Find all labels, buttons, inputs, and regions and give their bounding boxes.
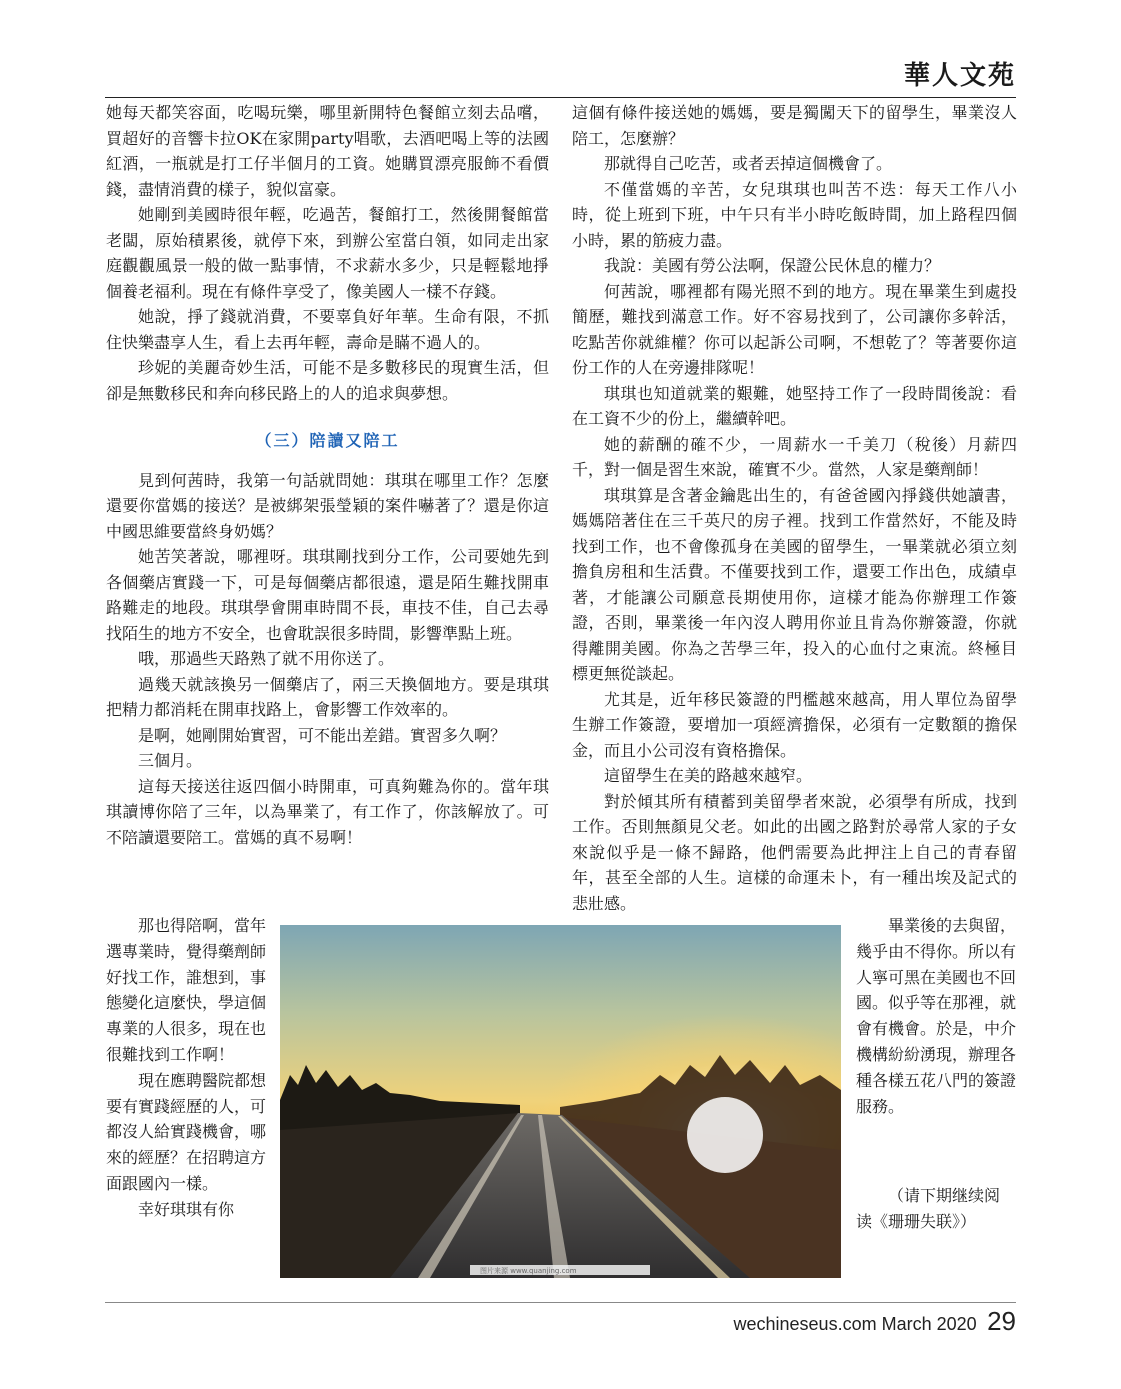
paragraph: 不僅當媽的辛苦，女兒琪琪也叫苦不迭：每天工作八小時，從上班到下班，中午只有半小時吃飯時間，加上路程四個小時，累的筋疲力盡。 xyxy=(572,179,1017,250)
site-and-date: wechineseus.com March 2020 xyxy=(733,1314,977,1334)
continuation-line: 读《珊珊失联》） xyxy=(856,1211,977,1231)
paragraph: 那就得自己吃苦，或者丟掉這個機會了。 xyxy=(604,154,893,173)
paragraph: 她苦笑著說，哪裡呀。琪琪剛找到分工作，公司要她先到各個藥店實踐一下，可是每個藥店都很遠，還是陌生難找開車路難走的地段。琪琪學會開車時間不長，車技不佳，自己去尋找陌生的地方不安全，也會耽誤很多時間，影響準點上班。 xyxy=(106,547,549,643)
paragraph: 對於傾其所有積蓄到美留學者來說，必須學有所成，找到工作。否則無顏見父老。如此的出國之路對於尋常人家的子女來說似乎是一條不歸路，他們需要為此押注上自己的青春留年，甚至全部的人生。這樣的命運未卜，有一種出埃及記式的悲壯感。 xyxy=(572,791,1017,913)
paragraph: 是啊，她剛開始實習，可不能出差錯。實習多久啊？ xyxy=(138,725,507,745)
paragraph: 幸好琪琪有你 xyxy=(138,1199,235,1219)
paragraph: 我說：美國有勞公法啊，保證公民休息的權力？ xyxy=(604,256,941,275)
continuation-note xyxy=(856,1183,1016,1235)
paragraph: 哦，那過些天路熟了就不用你送了。 xyxy=(138,649,395,668)
paragraph: 尤其是，近年移民簽證的門檻越來越高，用人單位為留學生辦工作簽證，要增加一項經濟擔保，必須有一定數額的擔保金，而且小公司沒有資格擔保。 xyxy=(572,689,1017,760)
paragraph: 三個月。 xyxy=(138,751,203,770)
paragraph: 珍妮的美麗奇妙生活，可能不是多數移民的現實生活，但卻是無數移民和奔向移民路上的人的追求與夢想。 xyxy=(106,358,549,403)
photo-watermark: 图片来源 www.quanjing.com xyxy=(480,1267,577,1275)
paragraph: 畢業後的去與留，幾乎由不得你。所以有人寧可黑在美國也不回國。似乎等在那裡，就會有機會。於是，中介機構紛紛湧現，辦理各種各樣五花八門的簽證服務。 xyxy=(856,916,1017,1116)
sunset-highway-photo xyxy=(280,925,841,1278)
footer-divider xyxy=(105,1302,1016,1303)
paragraph: 現在應聘醫院都想要有實踐經歷的人，可都沒人給實踐機會，哪來的經歷？在招聘這方面跟國內一樣。 xyxy=(106,1070,267,1193)
paragraph: 過幾天就該換另一個藥店了，兩三天換個地方。要是琪琪把精力都消耗在開車找路上，會影響工作效率的。 xyxy=(106,674,549,719)
narrow-right-column xyxy=(856,913,1016,1119)
paragraph: 何茜說，哪裡都有陽光照不到的地方。現在畢業生到處投簡歷，難找到滿意工作。好不容易找到了，公司讓你多幹活，吃點苦你就維權？你可以起訴公司啊，不想乾了？等著要你這份工作的人在旁邊排隊呢！ xyxy=(572,281,1017,377)
paragraph: 這每天接送往返四個小時開車，可真夠難為你的。當年琪琪讀博你陪了三年，以為畢業了，有工作了，你該解放了。可不陪讀還要陪工。當媽的真不易啊！ xyxy=(106,776,549,847)
continuation-line: （请下期继续阅 xyxy=(888,1186,1001,1205)
paragraph: 這留學生在美的路越來越窄。 xyxy=(604,766,813,785)
page-number: 29 xyxy=(987,1306,1016,1336)
paragraph: 她每天都笑容面，吃喝玩樂，哪里新開特色餐館立刻去品嚐，買超好的音響卡拉OK在家開party唱歌，去酒吧喝上等的法國紅酒，一瓶就是打工仔半個月的工資。她購買漂亮服飾不看價錢，盡情消費的樣子，貌似富豪。 xyxy=(106,103,549,199)
paragraph: 她說，掙了錢就消費，不要辜負好年華。生命有限，不抓住快樂盡享人生，看上去再年輕，壽命是瞞不過人的。 xyxy=(106,307,549,352)
paragraph: 琪琪也知道就業的艱難，她堅持工作了一段時間後說：看在工資不少的份上，繼續幹吧。 xyxy=(572,383,1017,428)
paragraph: 這個有條件接送她的媽媽，要是獨闖天下的留學生，畢業沒人陪工，怎麼辦？ xyxy=(572,103,1017,148)
left-column xyxy=(106,100,549,850)
magazine-section-title: 華人文苑 xyxy=(903,61,1016,91)
paragraph: 琪琪算是含著金鑰匙出生的，有爸爸國內掙錢供她讀書，媽媽陪著住在三千英尺的房子裡。找到工作當然好，不能及時找到工作，也不會像孤身在美國的留學生，一畢業就必須立刻擔負房租和生活費。不僅要找到工作，還要工作出色，成績卓著，才能讓公司願意長期使用你，這樣才能為你辦理工作簽證，否則，畢業後一年內沒人聘用你並且肯為你辦簽證，你就得離開美國。你為之苦學三年，投入的心血付之東流。終極目標更無從談起。 xyxy=(572,485,1017,683)
header-divider xyxy=(105,97,1016,98)
page-footer xyxy=(734,1306,1017,1337)
right-column xyxy=(572,100,1017,916)
paragraph: 她剛到美國時很年輕，吃過苦，餐館打工，然後開餐館當老闆，原始積累後，就停下來，到辦公室當白領，如同走出家庭觀觀風景一般的做一點事情，不求薪水多少，只是輕鬆地掙個養老福利。現在有條件享受了，像美國人一樣不存錢。 xyxy=(106,205,549,301)
narrow-left-column xyxy=(106,913,266,1223)
paragraph: 那也得陪啊，當年選專業時，覺得藥劑師好找工作，誰想到，事態變化這麼快，學這個專業的人很多，現在也很難找到工作啊！ xyxy=(106,916,267,1064)
paragraph: 她的薪酬的確不少，一周薪水一千美刀（稅後）月薪四千，對一個是習生來說，確實不少。當然，人家是藥劑師！ xyxy=(572,434,1017,479)
paragraph: 見到何茜時，我第一句話就問她：琪琪在哪里工作？怎麼還要你當媽的接送？是被綁架張瑩穎的案件嚇著了？還是你這中國思維要當終身奶媽？ xyxy=(106,470,549,541)
photo-illustration xyxy=(280,925,841,1278)
section-heading: （三）陪讀又陪工 xyxy=(255,431,400,450)
